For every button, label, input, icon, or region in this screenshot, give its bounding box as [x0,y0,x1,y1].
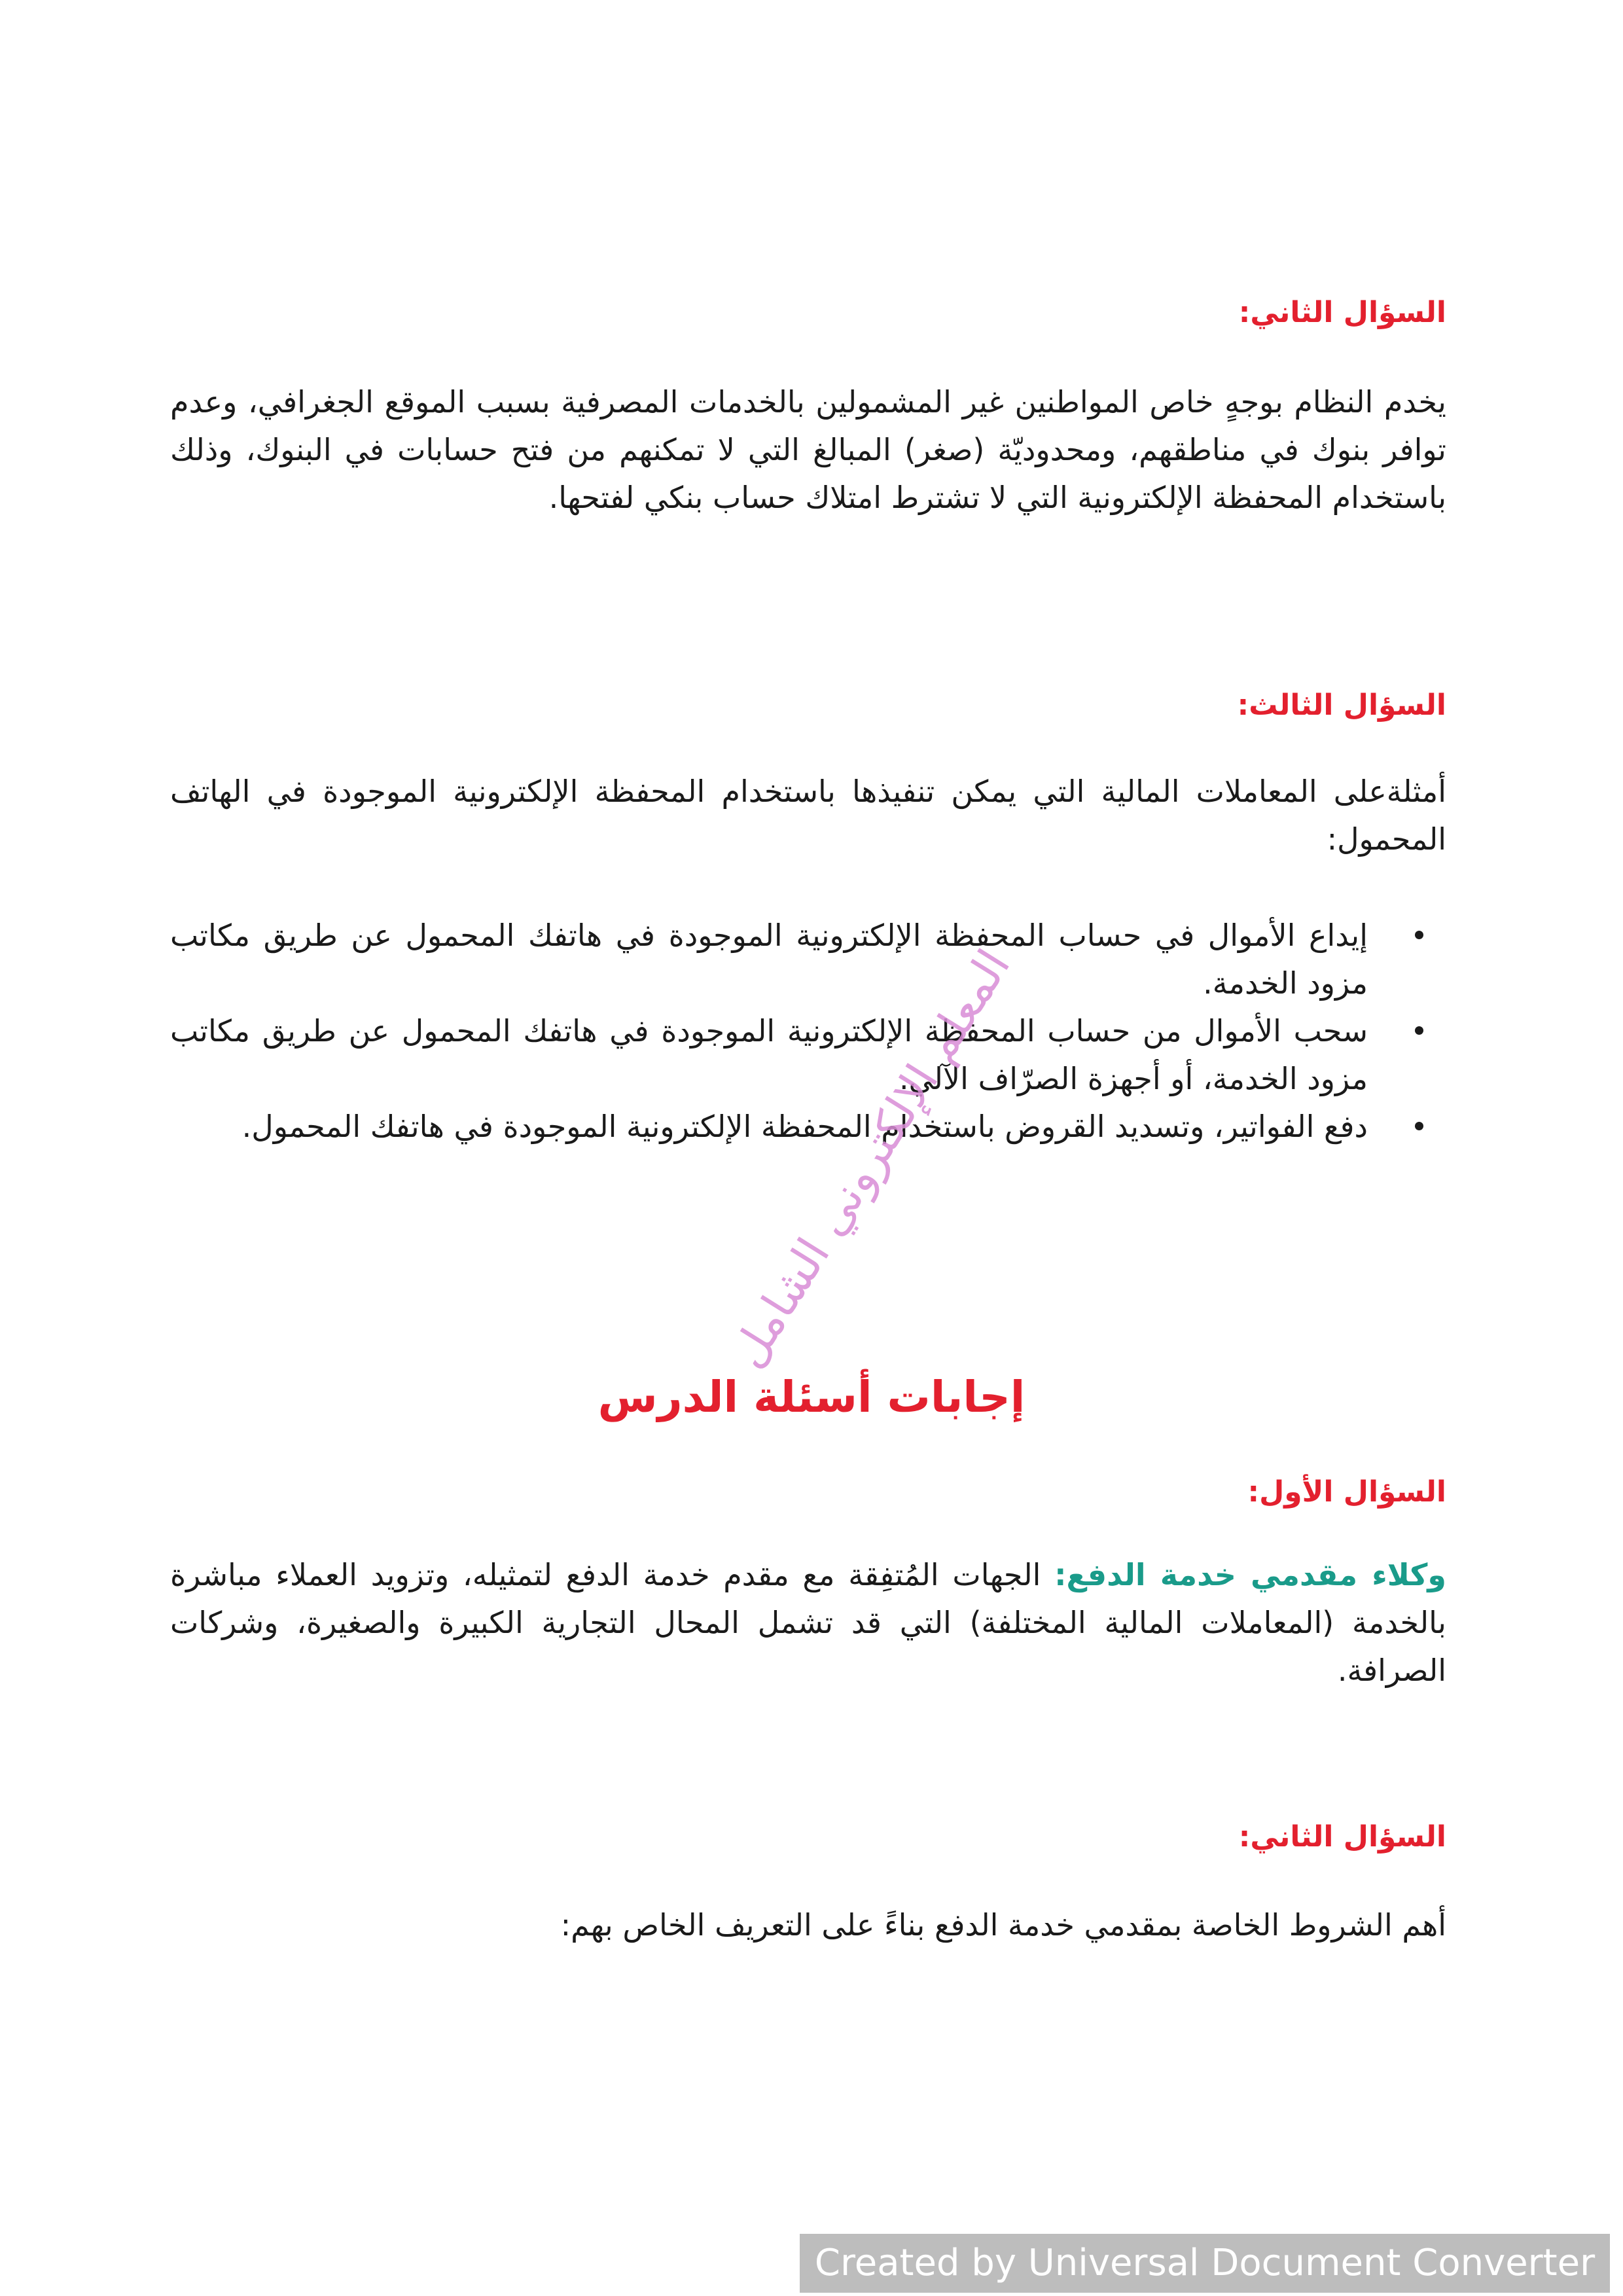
answer-2-heading: السؤال الثاني: [1238,1820,1446,1854]
bullet-icon [1415,931,1423,939]
list-item-text: دفع الفواتير، وتسديد القروض باستخدام المحفظة الإلكترونية الموجودة في هاتفك المحمول. [241,1109,1368,1144]
answer-2-intro: أهم الشروط الخاصة بمقدمي خدمة الدفع بناءً على التعريف الخاص بهم: [560,1907,1446,1943]
answer-1-paragraph [170,1551,1446,1695]
question-3-heading: السؤال الثالث: [1237,689,1446,722]
question-3-intro: أمثلةعلى المعاملات المالية التي يمكن تنفيذها باستخدام المحفظة الإلكترونية الموجودة في الهاتف المحمول: [170,774,1446,857]
list-item-text: سحب الأموال من حساب المحفظة الإلكترونية الموجودة في هاتفك المحمول عن طريق مكاتب مزود الخدمة، أو أجهزة الصرّاف الآلي. [170,1013,1368,1096]
question-2-paragraph: يخدم النظام بوجهٍ خاص المواطنين غير المشمولين بالخدمات المصرفية بسبب الموقع الجغرافي، وعدم توافر بنوك في مناطقهم، ومحدوديّة (صغر) المبالغ التي لا تمكنهم من فتح حسابات في البنوك، وذلك باستخدام المحفظة الإلكترونية التي لا تشترط امتلاك حساب بنكي لفتحها. [170,384,1446,515]
section-title: إجابات أسئلة الدرس [597,1372,1026,1422]
bullet-icon [1415,1122,1423,1130]
list-item [170,1103,1446,1151]
list-item [170,912,1446,1007]
question-2-heading: السؤال الثاني: [1238,296,1446,329]
term-highlight: وكلاء مقدمي خدمة الدفع: [1054,1557,1446,1592]
term-definition: الجهات المُتفِقة مع مقدم خدمة الدفع لتمثيله، وتزويد العملاء مباشرة بالخدمة (المعاملات المالية المختلفة) التي قد تشمل المحال التجارية الكبيرة والصغيرة، وشركات الصرافة. [170,1557,1446,1688]
watermark: المعلم الإلكتروني الشامل [720,940,1021,1377]
answer-1-heading: السؤال الأول: [1247,1475,1446,1509]
list-item-text: إيداع الأموال في حساب المحفظة الإلكترونية الموجودة في هاتفك المحمول عن طريق مكاتب مزود الخدمة. [170,918,1368,1001]
list-item [170,1007,1446,1103]
footer-banner: Created by Universal Document Converter [800,2234,1610,2293]
bullet-icon [1415,1026,1423,1035]
question-3-bullet-list [170,912,1446,1151]
